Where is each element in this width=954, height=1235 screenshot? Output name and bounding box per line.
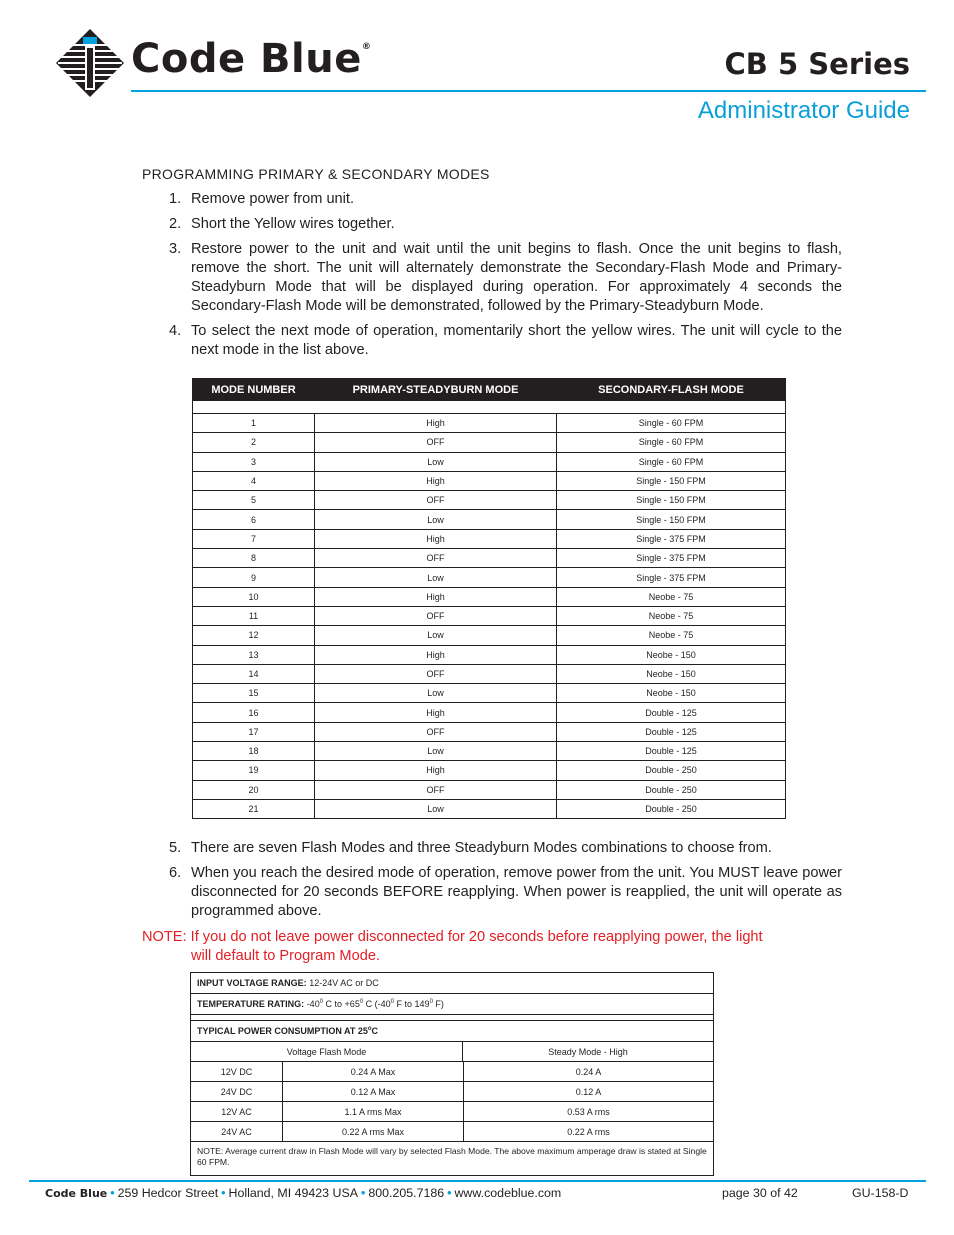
primary-mode-cell: OFF — [315, 780, 557, 799]
primary-mode-cell: OFF — [315, 491, 557, 510]
primary-mode-cell: Low — [315, 568, 557, 587]
spec-header-row: Voltage Flash Mode Steady Mode - High — [191, 1042, 713, 1062]
table-row — [193, 414, 786, 433]
secondary-mode-cell: Double - 250 — [557, 780, 786, 799]
mode-table — [192, 378, 786, 819]
primary-mode-cell: High — [315, 414, 557, 433]
input-voltage-row: INPUT VOLTAGE RANGE: 12-24V AC or DC — [191, 973, 713, 994]
voltage-cell: 12V AC — [191, 1102, 283, 1121]
table-row — [193, 529, 786, 548]
steady-current-cell: 0.12 A — [575, 1086, 602, 1097]
secondary-mode-cell: Neobe - 75 — [557, 587, 786, 606]
primary-mode-cell: OFF — [315, 606, 557, 625]
steady-current-cell: 0.24 A — [575, 1066, 602, 1077]
flash-current-cell: 0.12 A Max — [283, 1082, 464, 1101]
step-item: 6. When you reach the desired mode of operation, remove power from the unit. You MUST leave power disconnected for 20 seconds BEFORE reapplying. When power is reapplied, the unit will operate as programmed above. — [169, 865, 842, 919]
table-row — [193, 626, 786, 645]
mode-number-cell: 9 — [193, 568, 315, 587]
mode-number-cell: 13 — [193, 645, 315, 664]
step-item: 2. Short the Yellow wires together. — [169, 216, 395, 232]
secondary-mode-cell: Neobe - 150 — [557, 684, 786, 703]
secondary-mode-cell: Neobe - 150 — [557, 645, 786, 664]
primary-mode-cell: OFF — [315, 433, 557, 452]
section-title: PROGRAMMING PRIMARY & SECONDARY MODES — [142, 166, 490, 182]
table-row — [193, 799, 786, 818]
mode-number-cell: 4 — [193, 471, 315, 490]
table-row — [193, 722, 786, 741]
step-item: 1. Remove power from unit. — [169, 191, 355, 207]
secondary-mode-cell: Neobe - 75 — [557, 626, 786, 645]
flash-current-cell: 0.22 A rms Max — [283, 1122, 464, 1141]
mode-number-cell: 6 — [193, 510, 315, 529]
mode-number-cell: 16 — [193, 703, 315, 722]
table-row — [193, 761, 786, 780]
mode-table-header — [193, 379, 786, 401]
voltage-cell: 12V DC — [191, 1062, 283, 1081]
mode-number-cell: 8 — [193, 549, 315, 568]
table-row — [193, 587, 786, 606]
col-secondary-flash: SECONDARY-FLASH MODE — [557, 379, 786, 401]
mode-number-cell: 2 — [193, 433, 315, 452]
mode-number-cell: 18 — [193, 742, 315, 761]
spec-row — [191, 1082, 713, 1102]
secondary-mode-cell: Single - 150 FPM — [557, 491, 786, 510]
code-blue-logo — [56, 29, 124, 97]
mode-number-cell: 14 — [193, 664, 315, 683]
primary-mode-cell: OFF — [315, 722, 557, 741]
brand-name: Code Blue® — [131, 36, 372, 82]
primary-mode-cell: Low — [315, 799, 557, 818]
table-row — [193, 742, 786, 761]
temperature-row: TEMPERATURE RATING: $-40^0$ C to $+65^0$ C ($-40^0$ F to $149^0$ F) — [191, 994, 713, 1015]
spec-row — [191, 1122, 713, 1142]
table-row — [193, 568, 786, 587]
primary-mode-cell: OFF — [315, 664, 557, 683]
spec-row — [191, 1102, 713, 1122]
primary-mode-cell: Low — [315, 742, 557, 761]
header-rule — [131, 90, 926, 92]
guide-subtitle: Administrator Guide — [697, 97, 910, 124]
spec-note: NOTE: Average current draw in Flash Mode will vary by selected Flash Mode. The above maximum amperage draw is stated at Single 60 FPM. — [197, 1146, 707, 1167]
mode-number-cell: 17 — [193, 722, 315, 741]
mode-number-cell: 21 — [193, 799, 315, 818]
mode-number-cell: 12 — [193, 626, 315, 645]
primary-mode-cell: OFF — [315, 549, 557, 568]
steps-list-2 — [142, 839, 842, 927]
mode-number-cell: 3 — [193, 452, 315, 471]
table-row — [193, 684, 786, 703]
steady-current-cell: 0.53 A rms — [567, 1106, 610, 1117]
primary-mode-cell: High — [315, 761, 557, 780]
table-row — [193, 549, 786, 568]
secondary-mode-cell: Single - 375 FPM — [557, 568, 786, 587]
secondary-mode-cell: Single - 150 FPM — [557, 510, 786, 529]
spec-row — [191, 1062, 713, 1082]
primary-mode-cell: Low — [315, 684, 557, 703]
steps-list — [142, 190, 842, 366]
table-row — [193, 703, 786, 722]
table-row — [193, 433, 786, 452]
flash-current-cell: 1.1 A rms Max — [283, 1102, 464, 1121]
primary-mode-cell: High — [315, 703, 557, 722]
primary-mode-cell: High — [315, 587, 557, 606]
voltage-cell: 24V AC — [191, 1122, 283, 1141]
series-title: CB 5 Series — [724, 47, 910, 81]
mode-number-cell: 19 — [193, 761, 315, 780]
mode-number-cell: 11 — [193, 606, 315, 625]
col-primary-steadyburn: PRIMARY-STEADYBURN MODE — [315, 379, 557, 401]
mode-number-cell: 1 — [193, 414, 315, 433]
page-number: page 30 of 42 — [722, 1186, 798, 1200]
table-row — [193, 510, 786, 529]
primary-mode-cell: Low — [315, 510, 557, 529]
primary-mode-cell: Low — [315, 452, 557, 471]
primary-mode-cell: High — [315, 645, 557, 664]
table-row — [193, 780, 786, 799]
table-row — [193, 645, 786, 664]
warning-note: NOTE: If you do not leave power disconnected for 20 seconds before reapplying power, the light will default to Program Mode. — [142, 929, 763, 964]
table-row — [193, 606, 786, 625]
mode-number-cell: 20 — [193, 780, 315, 799]
secondary-mode-cell: Single - 60 FPM — [557, 452, 786, 471]
step-item: 5. There are seven Flash Modes and three Steadyburn Modes combinations to choose from. — [169, 840, 772, 856]
secondary-mode-cell: Single - 375 FPM — [557, 529, 786, 548]
website-link[interactable]: www.codeblue.com — [454, 1186, 562, 1200]
table-row — [193, 471, 786, 490]
mode-number-cell: 5 — [193, 491, 315, 510]
flash-current-cell: 0.24 A Max — [283, 1062, 464, 1081]
step-item: 4. To select the next mode of operation, momentarily short the yellow wires. The unit will cycle to the next mode in the list above. — [169, 323, 842, 358]
step-item: 3. Restore power to the unit and wait until the unit begins to flash. Once the unit begins to flash, remove the short. The unit will alternately demonstrate the Secondary-Flash Mode and Primary-Steadyburn Mode that will be displayed during operation. For approximately 4 seconds the Secondary-Flash Mode will be demonstrated, followed by the Primary-Steadyburn Mode. — [169, 241, 842, 314]
secondary-mode-cell: Single - 60 FPM — [557, 433, 786, 452]
secondary-mode-cell: Neobe - 150 — [557, 664, 786, 683]
secondary-mode-cell: Double - 250 — [557, 799, 786, 818]
secondary-mode-cell: Double - 125 — [557, 722, 786, 741]
secondary-mode-cell: Single - 60 FPM — [557, 414, 786, 433]
mode-number-cell: 15 — [193, 684, 315, 703]
primary-mode-cell: High — [315, 529, 557, 548]
table-row — [193, 452, 786, 471]
secondary-mode-cell: Neobe - 75 — [557, 606, 786, 625]
power-consumption-row: TYPICAL POWER CONSUMPTION AT 25$^o$C — [191, 1021, 713, 1042]
secondary-mode-cell: Single - 375 FPM — [557, 549, 786, 568]
table-row — [193, 491, 786, 510]
secondary-mode-cell: Double - 125 — [557, 703, 786, 722]
steady-current-cell: 0.22 A rms — [567, 1126, 610, 1137]
secondary-mode-cell: Double - 250 — [557, 761, 786, 780]
mode-number-cell: 10 — [193, 587, 315, 606]
mode-number-cell: 7 — [193, 529, 315, 548]
primary-mode-cell: High — [315, 471, 557, 490]
document-id: GU-158-D — [852, 1186, 909, 1200]
table-row — [193, 664, 786, 683]
footer-rule — [29, 1180, 926, 1182]
spec-box — [190, 972, 714, 1176]
secondary-mode-cell: Single - 150 FPM — [557, 471, 786, 490]
primary-mode-cell: Low — [315, 626, 557, 645]
col-mode-number: MODE NUMBER — [193, 379, 315, 401]
voltage-cell: 24V DC — [191, 1082, 283, 1101]
table-spacer-row — [193, 401, 786, 414]
footer-contact: Code Blue • 259 Hedcor Street • Holland, MI 49423 USA • 800.205.7186 • www.codeblue.com — [45, 1186, 562, 1200]
secondary-mode-cell: Double - 125 — [557, 742, 786, 761]
